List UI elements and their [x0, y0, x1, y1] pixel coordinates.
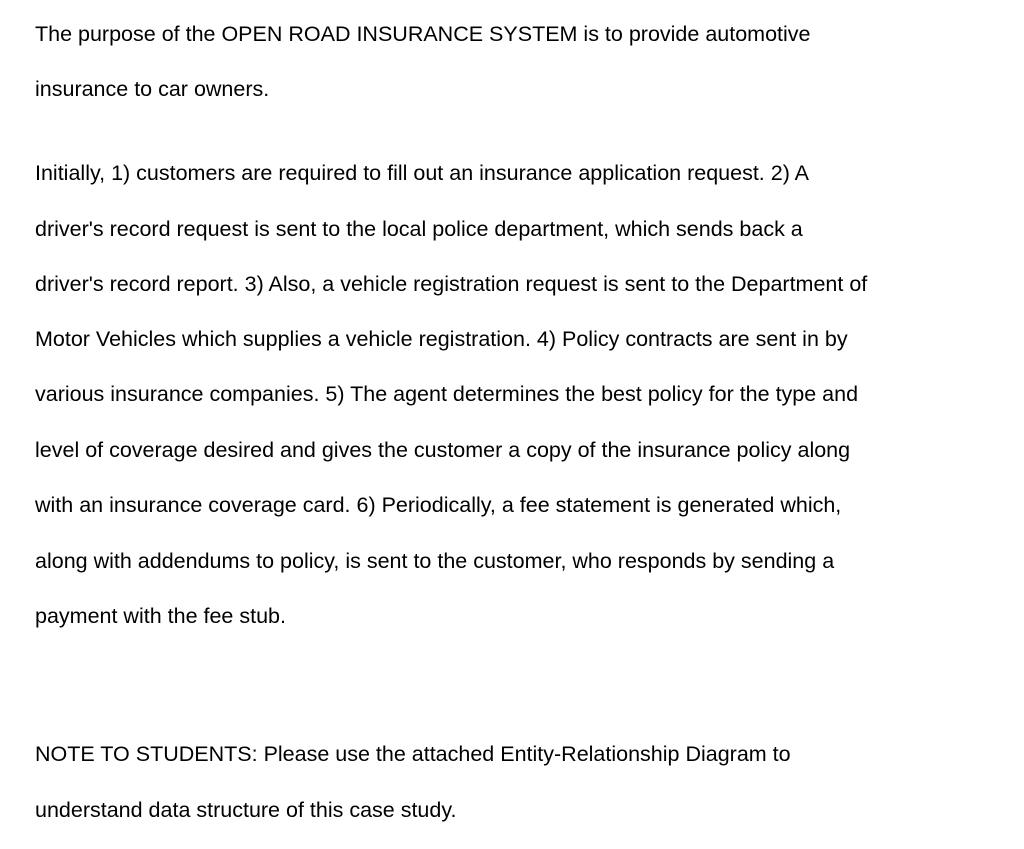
- text-line: various insurance companies. 5) The agent determines the best policy for the type and: [35, 382, 859, 406]
- text-line: insurance to car owners.: [35, 77, 270, 101]
- text-line: Initially, 1) customers are required to fill out an insurance application request. 2) A: [35, 161, 809, 185]
- text-line: Motor Vehicles which supplies a vehicle registration. 4) Policy contracts are sent in by: [35, 327, 848, 351]
- text-line: with an insurance coverage card. 6) Periodically, a fee statement is generated which,: [35, 493, 842, 517]
- text-line: payment with the fee stub.: [35, 604, 286, 628]
- text-line: driver's record report. 3) Also, a vehicle registration request is sent to the Department of: [35, 272, 868, 296]
- text-line: along with addendums to policy, is sent to the customer, who responds by sending a: [35, 549, 835, 573]
- text-line: understand data structure of this case study.: [35, 798, 457, 822]
- text-line: The purpose of the OPEN ROAD INSURANCE SYSTEM is to provide automotive: [35, 22, 811, 46]
- text-line: level of coverage desired and gives the customer a copy of the insurance policy along: [35, 438, 851, 462]
- text-line: driver's record request is sent to the local police department, which sends back a: [35, 217, 803, 241]
- text-line: NOTE TO STUDENTS: Please use the attached Entity-Relationship Diagram to: [35, 742, 791, 766]
